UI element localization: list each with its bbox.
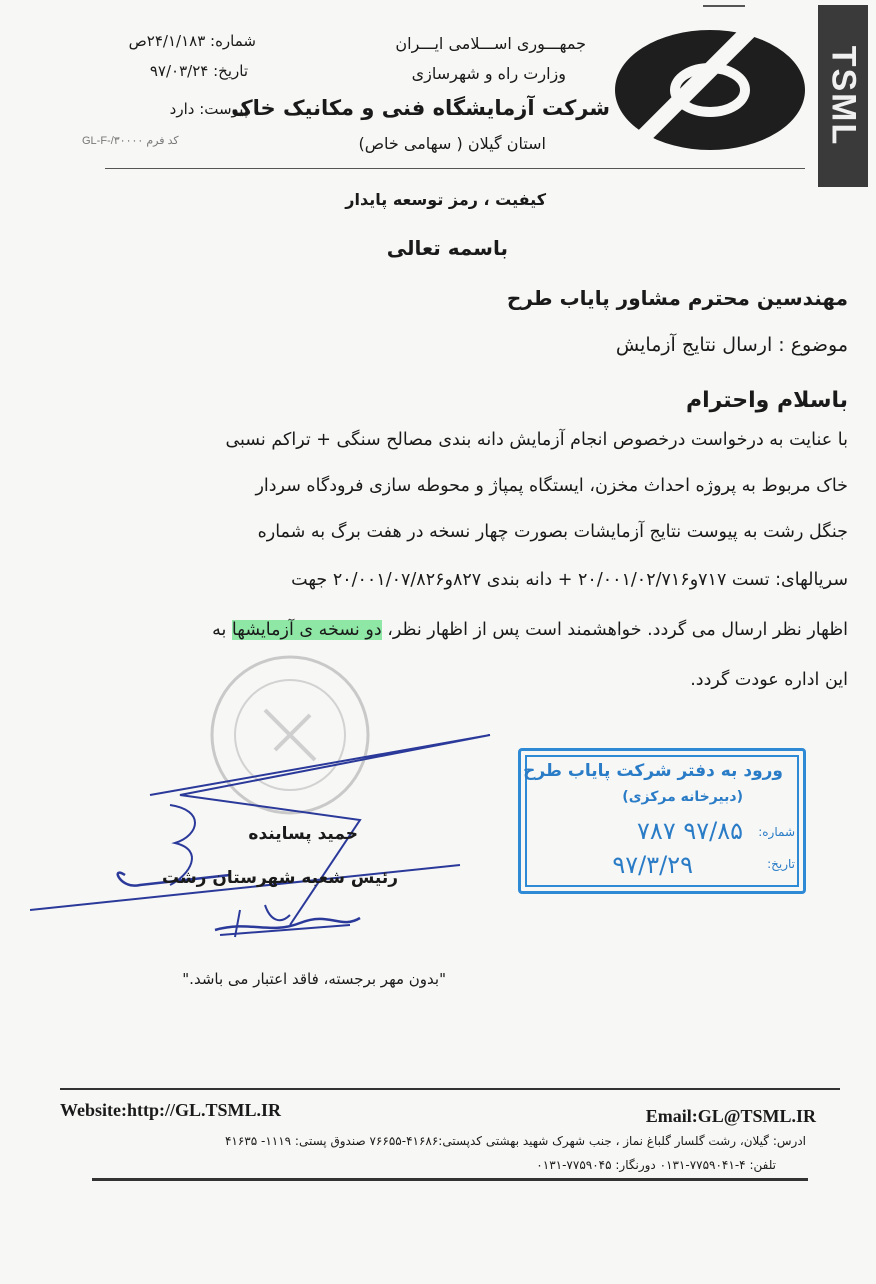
ministry-title: وزارت راه و شهرسازی bbox=[411, 64, 566, 83]
company-name: شرکت آزمایشگاه فنی و مکانیک خاک bbox=[231, 96, 610, 120]
invocation: باسمه تعالی bbox=[386, 236, 508, 260]
validity-note: "بدون مهر برجسته، فاقد اعتبار می باشد." bbox=[182, 970, 446, 988]
letter-attachment: پیوست: دارد bbox=[169, 100, 248, 118]
highlighted-phrase: دو نسخه ی آزمایشها bbox=[231, 620, 382, 640]
stamp-number-label: شماره: bbox=[758, 825, 795, 839]
stamp-number-value: ۹۷/۸۵ ۷۸۷ bbox=[637, 817, 743, 845]
body-line-6: این اداره عودت گردد. bbox=[690, 670, 848, 690]
body-line-4: سریالهای: تست ۷۱۷و۲۰/۰۰۱/۰۲/۷۱۶ + دانه بندی ۸۲۷و۲۰/۰۰۱/۰۷/۸۲۶ جهت bbox=[291, 570, 848, 590]
recipient: مهندسین محترم مشاور پایاب طرح bbox=[506, 286, 848, 310]
footer-divider-bottom bbox=[92, 1178, 808, 1181]
body-line-2: خاک مربوط به پروژه احداث مخزن، ایستگاه پمپاژ و محوطه سازی فرودگاه سردار bbox=[255, 476, 848, 496]
tsml-logo-strip bbox=[818, 5, 868, 187]
phone: تلفن: ۴-۷۷۵۹۰۴۱-۰۱۳۱ دورنگار: ۷۷۵۹۰۴۵-۰۱۳۱ bbox=[536, 1158, 776, 1172]
signatory-name: حمید پساینده bbox=[248, 824, 358, 844]
body-line-5-end: به bbox=[212, 620, 227, 640]
receipt-stamp bbox=[518, 748, 806, 894]
letter-number: شماره: ۲۴/۱/۱۸۳ص bbox=[128, 32, 256, 50]
body-line-1: با عنایت به درخواست درخصوص انجام آزمایش دانه بندی مصالح سنگی + تراکم نسبی bbox=[225, 430, 848, 450]
body-line-3: جنگل رشت به پیوست نتایج آزمایشات بصورت چهار نسخه در هفت برگ به شماره bbox=[257, 522, 848, 542]
header-divider bbox=[105, 168, 805, 169]
signatory-title: رئیس شعبه شهرستان رشت bbox=[161, 868, 398, 888]
email: Email:GL@TSML.IR bbox=[645, 1106, 816, 1126]
body-line-5 bbox=[212, 620, 848, 640]
subject: موضوع : ارسال نتایج آزمایش bbox=[615, 334, 848, 356]
stamp-subtitle: (دبیرخانه مرکزی) bbox=[622, 789, 743, 805]
tsml-logo-text: TSML bbox=[824, 45, 863, 147]
handwritten-signature bbox=[30, 725, 500, 965]
motto: کیفیت ، رمز توسعه پایدار bbox=[345, 190, 546, 209]
stamp-date-value: ۹۷/۳/۲۹ bbox=[612, 851, 693, 879]
republic-title: جمهـــوری اســـلامی ایـــران bbox=[395, 34, 586, 53]
form-code: GL-F-/۳۰۰۰۰ کد فرم bbox=[82, 135, 179, 147]
greeting: باسلام واحترام bbox=[685, 388, 848, 413]
stamp-date-label: تاریخ: bbox=[767, 857, 795, 871]
stamp-title: ورود به دفتر شرکت پایاب طرح bbox=[523, 761, 783, 781]
letter-date: تاریخ: ۹۷/۰۳/۲۴ bbox=[149, 62, 248, 80]
address: ادرس: گیلان، رشت گلسار گلباغ نماز ، جنب شهرک شهید بهشتی کدپستی:۴۱۶۸۶-۷۶۶۵۵ صندوق پستی: ۱۱۱۹- ۴۱۶۳۵ bbox=[224, 1134, 806, 1148]
body-line-5-start: اظهار نظر ارسال می گردد. خواهشمند است پس از اظهار نظر، bbox=[387, 620, 848, 640]
company-logo bbox=[610, 0, 810, 180]
website: Website:http://GL.TSML.IR bbox=[60, 1100, 282, 1120]
province-title: استان گیلان ( سهامی خاص) bbox=[358, 134, 546, 153]
footer-divider-top bbox=[60, 1088, 840, 1090]
